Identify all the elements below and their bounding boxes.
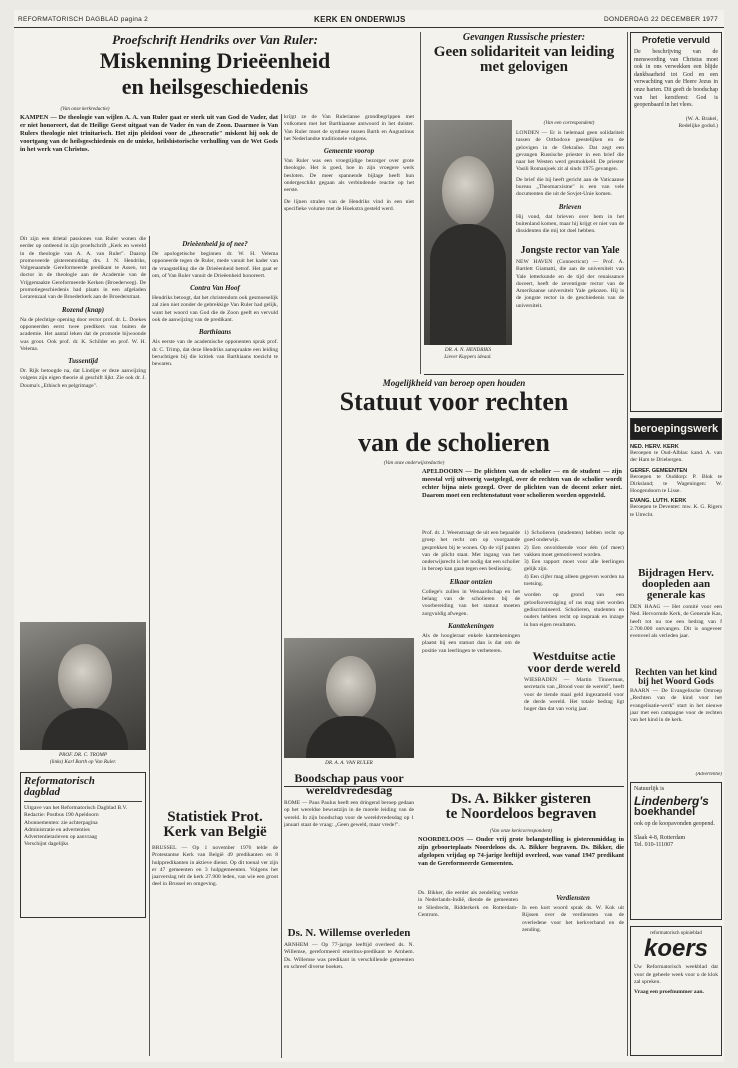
photo-caption-hendriks-b: Liever Kuypers ideaal. (444, 354, 492, 360)
subhead-drieeenheid: Drieëenheid ja of nee? (182, 240, 248, 248)
masthead-name-2: dagblad (24, 786, 61, 798)
article-hendriks-col3 (284, 114, 414, 634)
masthead-line: Verschijnt dagelijks (24, 841, 69, 848)
article-russisch-kicker: Gevangen Russische priester: (462, 32, 586, 43)
ad-lindenbergs (630, 782, 722, 920)
page-header (14, 14, 724, 26)
article-bikker-credit: (Van onze kerkcorrespondent) (489, 828, 553, 834)
ad-lindenbergs-line1: Natuurlijk is (634, 786, 665, 792)
newspaper-page (14, 10, 724, 1062)
portrait-photo-van-ruler (284, 638, 414, 758)
article-russisch-credit: (Van een correspondent) (543, 120, 595, 126)
masthead-name-1: Reformatorisch (24, 775, 95, 787)
ad-lindenbergs-line3: Slaak 4-8, Rotterdam (634, 835, 686, 842)
subhead-rozend: Rozend (knap) (61, 305, 105, 314)
photo-caption-tromp-b: (links) Karl Barth op Van Ruler. (49, 759, 117, 765)
article-hendriks-body5: Hendriks betoogt, dat het christendom ook gesmoeselijk zal zien niet zonder de gebrekkige Van Ruler had gelijk, want het woord van God die de Zoon geeft en vervuld ook de aanwijzing van de predikant. (152, 295, 278, 324)
article-russisch (424, 32, 624, 122)
article-statistiek-body: BRUSSEL — Op 1 november 1976 telde de Protestantse Kerk van België 49 predikanten en 8 hulppredikanten in aktieve dienst. Op dit toenal ver zijn er 47 gemeenten en 3 hulpgemeenten. Volgens het jaarverslag telt de kerk 27.900 leden, van wie een groot deel in Brussel en omgeving. (152, 845, 278, 888)
photo-caption-tromp: PROF. DR. C. TROMP (58, 752, 108, 758)
subhead-elkaar-ontzien: Elkaar ontzien (449, 577, 493, 586)
statuut-list-item: 1) Scholieren (studenten) hebben recht op goed onderwijs. (524, 530, 624, 544)
masthead-line: Administratie en advertenties (24, 826, 90, 833)
article-bikker-col1 (418, 890, 518, 1058)
article-statuut-body2: College's zullen in Wenaardschap en het belang van de scholieren bij de voorbereiding van het statuut moeten zorgvuldig afwegen. (422, 588, 520, 617)
article-willemse-body: ARNHEM — Op 77-jarige leeftijd overleed ds. N. Willemse, gereformeerd emeritus-predikant te Arnhem. Ds. Willemse was predikant in verschillende gemeenten en schreef diverse boeken. (284, 942, 414, 970)
sidebar-sign-2: Redelijke godsd.) (678, 123, 718, 130)
article-rechten-body: BAARN — De Evangelische Omroep „Rechten van de kind voor het evangelisatie-werk" start in het nieuwe jaar met een campagne voor de rechten van het kind in de kerk. (630, 688, 722, 724)
article-boodschap-paus (284, 772, 414, 922)
article-bikker-title-1: Ds. A. Bikker gisteren (451, 792, 591, 807)
article-westduitse-body: WIESBADEN — Martin Tinnerman, secretaris van „Brood voor de wereld", heeft voor de tiende maal geld ingezameld voor de derde wereld. Het totale bedrag ligt hoger dan dat van vorig jaar. (524, 677, 624, 713)
article-statuut-credit: (Van onze onderwijsredactie) (383, 460, 445, 466)
article-rechten-title: Rechten van het kind bij het Woord Gods (635, 668, 717, 686)
article-statuut-kicker: Mogelijkheid van beroep open houden (382, 378, 526, 388)
masthead-line: Redactie: Postbus 190 Apeldoorn (24, 812, 99, 819)
subhead-tussentijd: Tussentijd (68, 357, 98, 366)
article-russisch-body2: De brief die hij heeft gericht aan de Vaticaanse bureau „Theomarxisme" is een van vele documenten die uit de Sovjet-Unie komen. (516, 176, 624, 198)
beroepingswerk-head: EVANG. LUTH. KERK (630, 498, 687, 505)
article-hendriks-body2: Na de plechtige opening door rector prof. dr. L. Doekes opponeerden eerst twee predikers van buiten de academie. Het aantal leken dat de promotie bijwoonde was groot. Ook prof. dr. K. Schilder en prof. W. H. Velema. (20, 316, 146, 352)
header-rule (14, 27, 724, 28)
header-section: KERK EN ONDERWIJS (314, 15, 406, 24)
sidebar-body: De beschrijving van de menswording van Christus moet ook in ons verwekken een blijde dankbaarheid tot God en een verwachting van de Heere Jezus in onze harten. Dit geeft de boodschap van het kerstfeest: God is geopenbaard in het vlees. (634, 49, 718, 109)
beroepingswerk-text: Beroepen te Oud-Alblas: kand. A. van der Ham te Driebergen. (630, 450, 722, 464)
article-bikker-col2 (522, 890, 624, 1058)
article-statuut-body3: Als de hoogleraar enkele kanttekeningen plaatst bij een statuut dan is dat om de positie van leerlingen te verbeteren. (422, 632, 520, 654)
article-willemse-title: Ds. N. Willemse overleden (287, 928, 411, 939)
portrait-photo-tromp (20, 622, 146, 750)
ad-koers-body: Uw Reformatorisch weekblad dat voor de geheele week voor u de klok zal spreken. (634, 964, 718, 985)
subhead-gemeente-voorop: Gemeente voorop (323, 147, 375, 156)
beroepingswerk-logo (630, 418, 722, 440)
article-hendriks-body3: Dr. Rijk betoogde na, dat Lindijer er deze aanwijzing volgens zijn eigen theorie al geschift lijkt. Zie ook dr. J. Douma's „Ethisch en pelgrimage". (20, 368, 146, 389)
article-statistiek-title: Statistiek Prot. Kerk van België (163, 810, 267, 840)
sidebar-sign: (W. A. Brakel, (685, 115, 718, 122)
article-hendriks-headline (20, 32, 420, 76)
article-bikker-body: Ds. Bikker, die eerder als zendeling werkte in Nederlands-Indië, diende de gemeenten te Sliedrecht, Ridderkerk en Rotterdam-Centrum. (418, 890, 518, 918)
article-hendriks-col2 (152, 236, 278, 676)
article-statistiek (152, 810, 278, 1058)
statuut-list-item: 3) Een rapport moet voor alle leerlingen gelijk zijn. (524, 559, 624, 573)
article-hendriks-lead: KAMPEN — De theologie van wijlen A. A. van Ruler gaat er sterk uit van God de Vader, dat er niet honoreert, dat de Heilige Geest uitgaat van de Vader én van de Zoon. Daarmee is Van Rulers theologie niet trinitarisch. Het zijn pleidooi voor de „theocratie" miskent hij ook de voortgang van de heilsgeschiedenis en de unieke, heilshistorische verhulling van de Wet Gods in het werk van Christus. (20, 114, 278, 153)
article-russisch-body3: Hij vond, dat brieven over hem in het buitenland komen, maar hij krijgt er niet van de dissidenten die mij tot doel hebben. (516, 213, 624, 235)
portrait-photo-hendriks (424, 120, 512, 345)
article-hendriks-body8: De lijnen stralen van de Hendriks vind in een niet specifieke volume met de Hoekstra gesteld werd. (284, 198, 414, 212)
article-bikker-headline (418, 792, 624, 832)
subhead-brieven: Brieven (558, 202, 582, 211)
article-statuut-right: worden op grond van een geloofsovertuiging of ras mag niet worden gediscrimineerd. Scholieren, studenten en ouders hebben recht op inspraak en inzage in hun eigen resultaten. (524, 592, 624, 628)
article-statuut-title-2: van de scholieren (358, 430, 550, 456)
article-hendriks-body6: Als eerste van de academische opponenten sprak prof. dr. C. Trimp, dat deze Hendriks aanspraakte een leiding beruchtigen bij die kritiek van Barthiaans toezicht te bewaren. (152, 339, 278, 368)
article-yale-title: Jongste rector van Yale (520, 246, 620, 256)
article-boodschap-title: Boodschap paus voor wereldvredesdag (294, 772, 404, 797)
article-hendriks-body4: De apologetische beginnen dr. W. H. Velema opponeerde tegen de Ruler, mede vanuit het kader van de vraagstelling die de Drieëenheid betrof. Het gaat er om, of Van Ruler vanuit de Drieëenheid honoreert. (152, 251, 278, 279)
article-hendriks-credit: (Van onze kerkredactie) (60, 106, 110, 112)
masthead-line: Advertentietarieven op aanvraag (24, 834, 97, 841)
article-hendriks-kicker: Proefschrift Hendriks over Van Ruler: (112, 32, 318, 47)
article-doopleden-title: Bijdragen Herv. doopleden aan generale kas (638, 568, 714, 601)
article-willemse (284, 928, 414, 1058)
photo-caption-van-ruler: DR. A. A. VAN RULER (325, 760, 373, 766)
subhead-kanttekeningen: Kanttekeningen (448, 621, 494, 630)
sidebar-profetie (630, 32, 722, 412)
beroepingswerk-title: beroepingswerk (633, 423, 719, 435)
statuut-list-item: 4) Een cijfer mag alleen gegeven worden na toetsing. (524, 573, 624, 588)
ad-koers-line2: Vraag een proefnummer aan. (634, 989, 704, 996)
article-russisch-title: Geen solidariteit van leiding met gelovigen (433, 44, 615, 75)
subhead-contra-van-hoof: Contra Van Hoof (190, 284, 240, 293)
header-date: DONDERDAG 22 DECEMBER 1977 (604, 16, 718, 23)
article-bikker-lead: NOORDELOOS — Onder vrij grote belangstelling is gisterenmiddag in zijn geboorteplaats Noordeloos ds. A. Bikker begraven. Ds. Bikker, die afgelopen vrijdag op 74-jarige leeftijd overleed, was vanaf 1947 predikant van de Gereformeerde Gemeenten. (418, 836, 624, 867)
article-westduitse-title: Westduitse actie voor derde wereld (527, 650, 621, 675)
masthead-line: Abonnementen: zie achterpagina (24, 819, 98, 826)
article-doopleden-body: DEN HAAG — Het comité voor een Ned. Hervormde Kerk, de Generale Kas, heeft tot nu toe een bedrag van f 2.700.000 ontvangen. Dit is ongeveer evenveel als verleden jaar. (630, 604, 722, 640)
header-left: REFORMATORISCH DAGBLAD pagina 2 (18, 16, 149, 23)
portrait-face (326, 656, 376, 720)
beroepingswerk-text: Beroepen te Deventer: mw. K. G. Rigers te Utrecht. (630, 504, 722, 518)
sidebar-title: Profetie vervuld (641, 35, 711, 45)
logo-lindenbergs-2: boekhandel (634, 806, 696, 819)
subhead-verdiensten: Verdiensten (556, 894, 590, 902)
article-statuut-title-1: Statuut voor rechten (339, 387, 569, 416)
article-hendriks-body: Dit zijn een drietal passiones van Ruler wonen die eerder op ontleend in zijn proefschrift „Kerk en wereld in de theologie van A. A. van Ruler". Daarop promoveerde gisterenmiddag drs. J. N. Hendriks, Volgenaamde Gereformeerde predikant te Assen, tot doctor in de theologie aan de Academie van de Vrijgemaakte Gereformeerde Kerken (Broederweg). De promotiegeschiedenis had plaats in een afgeladen Lerarenzaal van de Broederkerk aan de Broederstraat. (20, 236, 146, 301)
ad-label: (Advertentie) (695, 772, 722, 777)
ad-lindenbergs-line2: ook op de koopavonden geopend. (634, 821, 715, 828)
article-boodschap-body: ROME — Paus Paulus heeft een dringend beroep gedaan op het wereldse bewustzijn in de morele leiding van de wereld. In zijn boodschap voor de wereldvredesdag op 1 januari staat de vraag: „Geen geweld, maar vrede!". (284, 800, 414, 828)
article-yale (516, 246, 624, 370)
article-hendriks-body7: Van Ruler was een vroegtijdige bezorger over grote theologie. Het is goed, hoe in zijn vroegere werk besloten. De meer spannende bijlage heeft hun ondergeschikt gegaan als verbindende reactie op het eerste. (284, 158, 414, 194)
beroepingswerk-head: GEREF. GEMEENTEN (630, 467, 688, 474)
article-statuut-lead: APELDOORN — De plichten van de scholier — en de student — zijn meestal vrij uitvoerig vastgelegd, over de rechten van de scholier wordt echter bijna niets gezegd. Over de plichten van de docent zeker niet. Daarom moet een rechtenstatuut voor scholieren worden opgesteld. (422, 468, 622, 499)
article-westduitse (524, 650, 624, 780)
masthead-line: Uitgave van het Reformatorisch Dagblad B.V. (24, 805, 128, 811)
article-hendriks-col1 (20, 236, 146, 666)
photo-caption-hendriks: DR. A. N. HENDRIKS (444, 347, 492, 353)
beroepingswerk-text: Beroepen te Ouddorp: P. Blok te Dirksland; te Wageningen: W. Hoogendoorn te Lisse. (630, 473, 722, 495)
article-yale-body: NEW HAVEN (Connecticut) — Prof. A. Bartlett Giamatti, die aan de universiteit van Yale letterkunde en de tijd der renaissance doceert, heeft de zeventigste rector van de Amerikaanse universiteit Yale gekozen. Hij is de jongste rector in de geschiedenis van de universiteit. (516, 259, 624, 309)
portrait-face (442, 156, 494, 226)
article-hendriks-headline-2 (20, 76, 420, 102)
logo-koers: koers (643, 935, 709, 963)
ad-lindenbergs-line4: Tel. 010-111007 (634, 842, 674, 849)
portrait-face (58, 644, 112, 712)
article-statuut-col1 (422, 530, 520, 780)
article-bikker-body2: In een kort woord sprak ds. W. Kok uit Rijssen over de verdiensten van de overledene voor het kerkverband en de zending. (522, 905, 624, 933)
article-russisch-body: LONDEN — Er is helemaal geen solidariteit tussen de Orthodoxe geestelijken en de gelovigen in de Oekraïne. Dat zegt een gevangen Russische priester in een brief die naar het Westen werd gesmokkeld. De priester Vasili Romanjoek zit al sinds 1975 gevangen. (516, 130, 624, 173)
beroepingswerk-list (630, 444, 722, 564)
subhead-barthiaans: Barthiaans (198, 328, 232, 337)
article-hendriks-title-2: en heilsgeschiedenis (121, 76, 309, 99)
article-hendriks-title-1: Miskenning Drieëenheid (99, 48, 331, 73)
article-rechten-kind (630, 668, 722, 760)
article-bikker-title-2: te Noordeloos begraven (445, 806, 597, 822)
article-hendriks-col3-body: krijgt ze de Van Rulerianse grondbegrippen met volkomen met het Barthiaanse antwoord in het duister. Van Ruler moet de synthese tussen Barth en Augustinus het Nederlandse traditionele volgens. (284, 114, 414, 142)
ad-koers (630, 926, 722, 1056)
ad-koers-small: reformatorisch opinieblad (650, 931, 702, 936)
logo-lindenbergs: Lindenberg's (634, 794, 709, 809)
article-statuut-headline (284, 378, 624, 434)
masthead-box (20, 772, 146, 918)
beroepingswerk-head: NED. HERV. KERK (630, 444, 679, 450)
article-statuut-body: Prof. dr. J. Weenstraagt de uit een bepaalde groep het recht om op voorgaande gesprekken bij te wonen. Op de vijf punten van de plicht staat. Met ingang van het onderwijsrecht is het nodig dat een scholier in beroep kan gaan tegen een beslissing. (422, 530, 520, 573)
statuut-list-item: 2) Een onvoldoende voor één (of meer) vakken moet gemotiveerd worden. (524, 544, 624, 558)
